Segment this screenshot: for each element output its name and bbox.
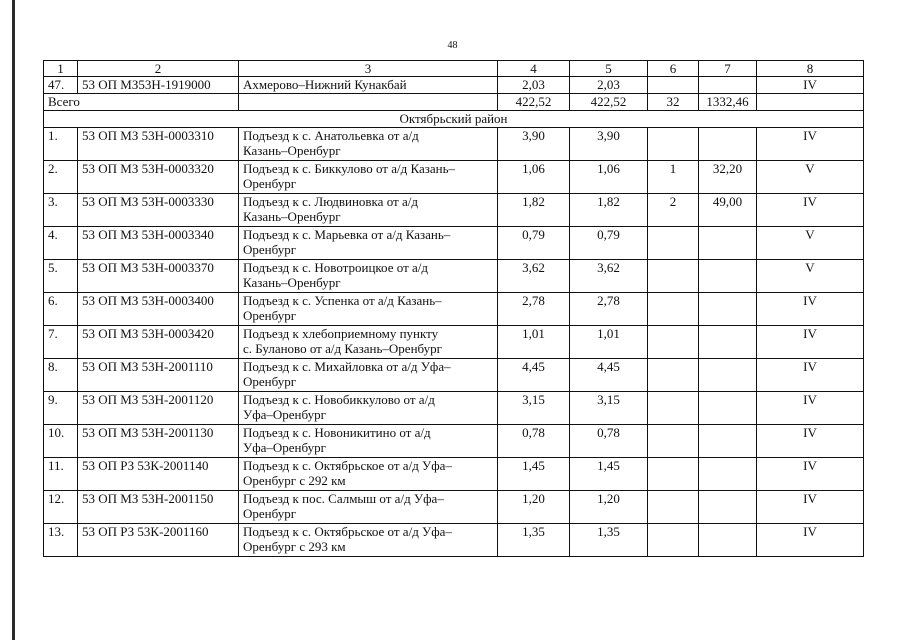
length-cell: 0,79 [570, 227, 648, 260]
category-cell: IV [757, 524, 864, 557]
row-number: 1. [44, 128, 78, 161]
length-cell: 3,15 [570, 392, 648, 425]
district-row [44, 111, 864, 128]
count-cell [648, 128, 699, 161]
road-id: 53 ОП МЗ 53Н-2001130 [78, 425, 239, 458]
category-cell: IV [757, 359, 864, 392]
table-row [44, 392, 864, 425]
road-name-line: Подъезд к с. Октябрьское от а/д Уфа– [243, 458, 452, 473]
road-name-line: Казань–Оренбург [243, 275, 341, 290]
table-row [44, 425, 864, 458]
length-cell: 3,15 [498, 392, 570, 425]
total-value: 1332,46 [699, 94, 757, 111]
column-number-header-row [44, 61, 864, 77]
length-cell: 3,90 [498, 128, 570, 161]
count-cell [648, 524, 699, 557]
page-number: 48 [447, 40, 458, 51]
row-number: 3. [44, 194, 78, 227]
length-cell: 1,82 [570, 194, 648, 227]
road-name-line: Оренбург с 292 км [243, 473, 346, 488]
count-cell [648, 260, 699, 293]
table-row [44, 326, 864, 359]
count-cell [648, 227, 699, 260]
road-name [239, 524, 498, 557]
row-number: 8. [44, 359, 78, 392]
road-name: Ахмерово–Нижний Кунакбай [239, 77, 498, 94]
road-name-line: Подъезд к с. Михайловка от а/д Уфа– [243, 359, 451, 374]
road-id: 53 ОП МЗ 53Н-0003320 [78, 161, 239, 194]
road-name [239, 227, 498, 260]
empty-cell [239, 94, 498, 111]
count-cell [648, 458, 699, 491]
value-cell [699, 293, 757, 326]
road-name-line: Оренбург [243, 506, 297, 521]
row-number: 4. [44, 227, 78, 260]
road-name [239, 359, 498, 392]
road-id: 53 ОП МЗ 53Н-0003420 [78, 326, 239, 359]
category-cell: IV [757, 128, 864, 161]
road-name-line: Подъезд к с. Новоникитино от а/д [243, 425, 431, 440]
length-cell: 1,82 [498, 194, 570, 227]
value-cell [699, 128, 757, 161]
road-name-line: Подъезд к с. Новотроицкое от а/д [243, 260, 428, 275]
value-cell [699, 227, 757, 260]
length-cell: 3,90 [570, 128, 648, 161]
value-cell [699, 77, 757, 94]
road-name [239, 194, 498, 227]
table-row [44, 491, 864, 524]
road-name [239, 128, 498, 161]
length-cell: 1,35 [570, 524, 648, 557]
row-number: 10. [44, 425, 78, 458]
col-header: 8 [757, 61, 864, 77]
row-number: 13. [44, 524, 78, 557]
road-name [239, 491, 498, 524]
category-cell: V [757, 260, 864, 293]
road-id: 53 ОП РЗ 53К-2001140 [78, 458, 239, 491]
category-cell: IV [757, 293, 864, 326]
count-cell [648, 491, 699, 524]
value-cell: 49,00 [699, 194, 757, 227]
count-cell [648, 425, 699, 458]
total-length: 422,52 [570, 94, 648, 111]
length-cell: 1,20 [570, 491, 648, 524]
empty-cell [757, 94, 864, 111]
row-number: 11. [44, 458, 78, 491]
length-cell: 0,78 [498, 425, 570, 458]
road-register-table [43, 60, 864, 557]
count-cell: 1 [648, 161, 699, 194]
road-name-line: Уфа–Оренбург [243, 440, 326, 455]
col-header: 4 [498, 61, 570, 77]
length-cell: 1,35 [498, 524, 570, 557]
total-length: 422,52 [498, 94, 570, 111]
value-cell [699, 458, 757, 491]
road-name [239, 326, 498, 359]
length-cell: 1,45 [570, 458, 648, 491]
table-row [44, 128, 864, 161]
road-name-line: Оренбург [243, 308, 297, 323]
count-cell [648, 359, 699, 392]
table-row [44, 359, 864, 392]
row-number: 5. [44, 260, 78, 293]
road-name-line: с. Буланово от а/д Казань–Оренбург [243, 341, 442, 356]
row-number: 7. [44, 326, 78, 359]
road-name [239, 458, 498, 491]
road-id: 53 ОП МЗ 53Н-0003310 [78, 128, 239, 161]
length-cell: 2,03 [498, 77, 570, 94]
category-cell: V [757, 161, 864, 194]
value-cell [699, 326, 757, 359]
road-name [239, 293, 498, 326]
road-name [239, 392, 498, 425]
road-name-line: Подъезд к с. Людвиновка от а/д [243, 194, 418, 209]
total-row [44, 94, 864, 111]
road-id: 53 ОП МЗ 53Н-0003340 [78, 227, 239, 260]
count-cell: 2 [648, 194, 699, 227]
road-name-line: Казань–Оренбург [243, 209, 341, 224]
road-id: 53 ОП МЗ 53Н-0003370 [78, 260, 239, 293]
table-row [44, 293, 864, 326]
value-cell [699, 524, 757, 557]
road-id: 53 ОП МЗ 53Н-2001150 [78, 491, 239, 524]
length-cell: 2,03 [570, 77, 648, 94]
length-cell: 2,78 [570, 293, 648, 326]
value-cell [699, 260, 757, 293]
road-name-line: Оренбург с 293 км [243, 539, 346, 554]
length-cell: 1,45 [498, 458, 570, 491]
road-name-line: Подъезд к хлебоприемному пункту [243, 326, 439, 341]
table-row [44, 458, 864, 491]
length-cell: 3,62 [498, 260, 570, 293]
value-cell [699, 491, 757, 524]
road-name-line: Оренбург [243, 374, 297, 389]
row-number: 12. [44, 491, 78, 524]
road-id: 53 ОП РЗ 53К-2001160 [78, 524, 239, 557]
length-cell: 1,20 [498, 491, 570, 524]
col-header: 2 [78, 61, 239, 77]
road-id: 53 ОП МЗ 53Н-0003330 [78, 194, 239, 227]
district-heading: Октябрьский район [44, 111, 864, 128]
value-cell [699, 425, 757, 458]
length-cell: 4,45 [498, 359, 570, 392]
length-cell: 1,06 [570, 161, 648, 194]
page-edge-shadow [12, 0, 15, 640]
value-cell [699, 359, 757, 392]
road-name-line: Подъезд к пос. Салмыш от а/д Уфа– [243, 491, 444, 506]
count-cell [648, 392, 699, 425]
length-cell: 0,79 [498, 227, 570, 260]
length-cell: 1,01 [570, 326, 648, 359]
category-cell: IV [757, 326, 864, 359]
col-header: 1 [44, 61, 78, 77]
table-row [44, 524, 864, 557]
table-row [44, 227, 864, 260]
col-header: 6 [648, 61, 699, 77]
road-id: 53 ОП МЗ 53Н-2001110 [78, 359, 239, 392]
total-label: Всего [44, 94, 239, 111]
road-name-line: Подъезд к с. Успенка от а/д Казань– [243, 293, 442, 308]
road-name-line: Подъезд к с. Октябрьское от а/д Уфа– [243, 524, 452, 539]
road-name-line: Оренбург [243, 242, 297, 257]
col-header: 3 [239, 61, 498, 77]
row-number: 2. [44, 161, 78, 194]
road-name-line: Уфа–Оренбург [243, 407, 326, 422]
length-cell: 3,62 [570, 260, 648, 293]
table-row [44, 194, 864, 227]
category-cell: IV [757, 392, 864, 425]
road-name [239, 161, 498, 194]
road-name-line: Подъезд к с. Марьевка от а/д Казань– [243, 227, 451, 242]
value-cell [699, 392, 757, 425]
road-name-line: Подъезд к с. Новобиккулово от а/д [243, 392, 435, 407]
row-number: 6. [44, 293, 78, 326]
category-cell: IV [757, 491, 864, 524]
category-cell: IV [757, 458, 864, 491]
road-name-line: Казань–Оренбург [243, 143, 341, 158]
table-row [44, 77, 864, 94]
category-cell: IV [757, 425, 864, 458]
col-header: 7 [699, 61, 757, 77]
value-cell: 32,20 [699, 161, 757, 194]
category-cell: V [757, 227, 864, 260]
length-cell: 4,45 [570, 359, 648, 392]
count-cell [648, 326, 699, 359]
table-row [44, 161, 864, 194]
category-cell: IV [757, 77, 864, 94]
row-number: 47. [44, 77, 78, 94]
total-count: 32 [648, 94, 699, 111]
length-cell: 1,01 [498, 326, 570, 359]
road-name-line: Подъезд к с. Биккулово от а/д Казань– [243, 161, 456, 176]
col-header: 5 [570, 61, 648, 77]
count-cell [648, 77, 699, 94]
road-name [239, 425, 498, 458]
count-cell [648, 293, 699, 326]
road-name-line: Оренбург [243, 176, 297, 191]
road-name [239, 260, 498, 293]
road-id: 53 ОП МЗ 53Н-0003400 [78, 293, 239, 326]
length-cell: 0,78 [570, 425, 648, 458]
row-number: 9. [44, 392, 78, 425]
length-cell: 2,78 [498, 293, 570, 326]
road-name-line: Подъезд к с. Анатольевка от а/д [243, 128, 419, 143]
road-id: 53 ОП МЗ 53Н-2001120 [78, 392, 239, 425]
category-cell: IV [757, 194, 864, 227]
table-row [44, 260, 864, 293]
length-cell: 1,06 [498, 161, 570, 194]
road-id: 53 ОП МЗ53Н-1919000 [78, 77, 239, 94]
